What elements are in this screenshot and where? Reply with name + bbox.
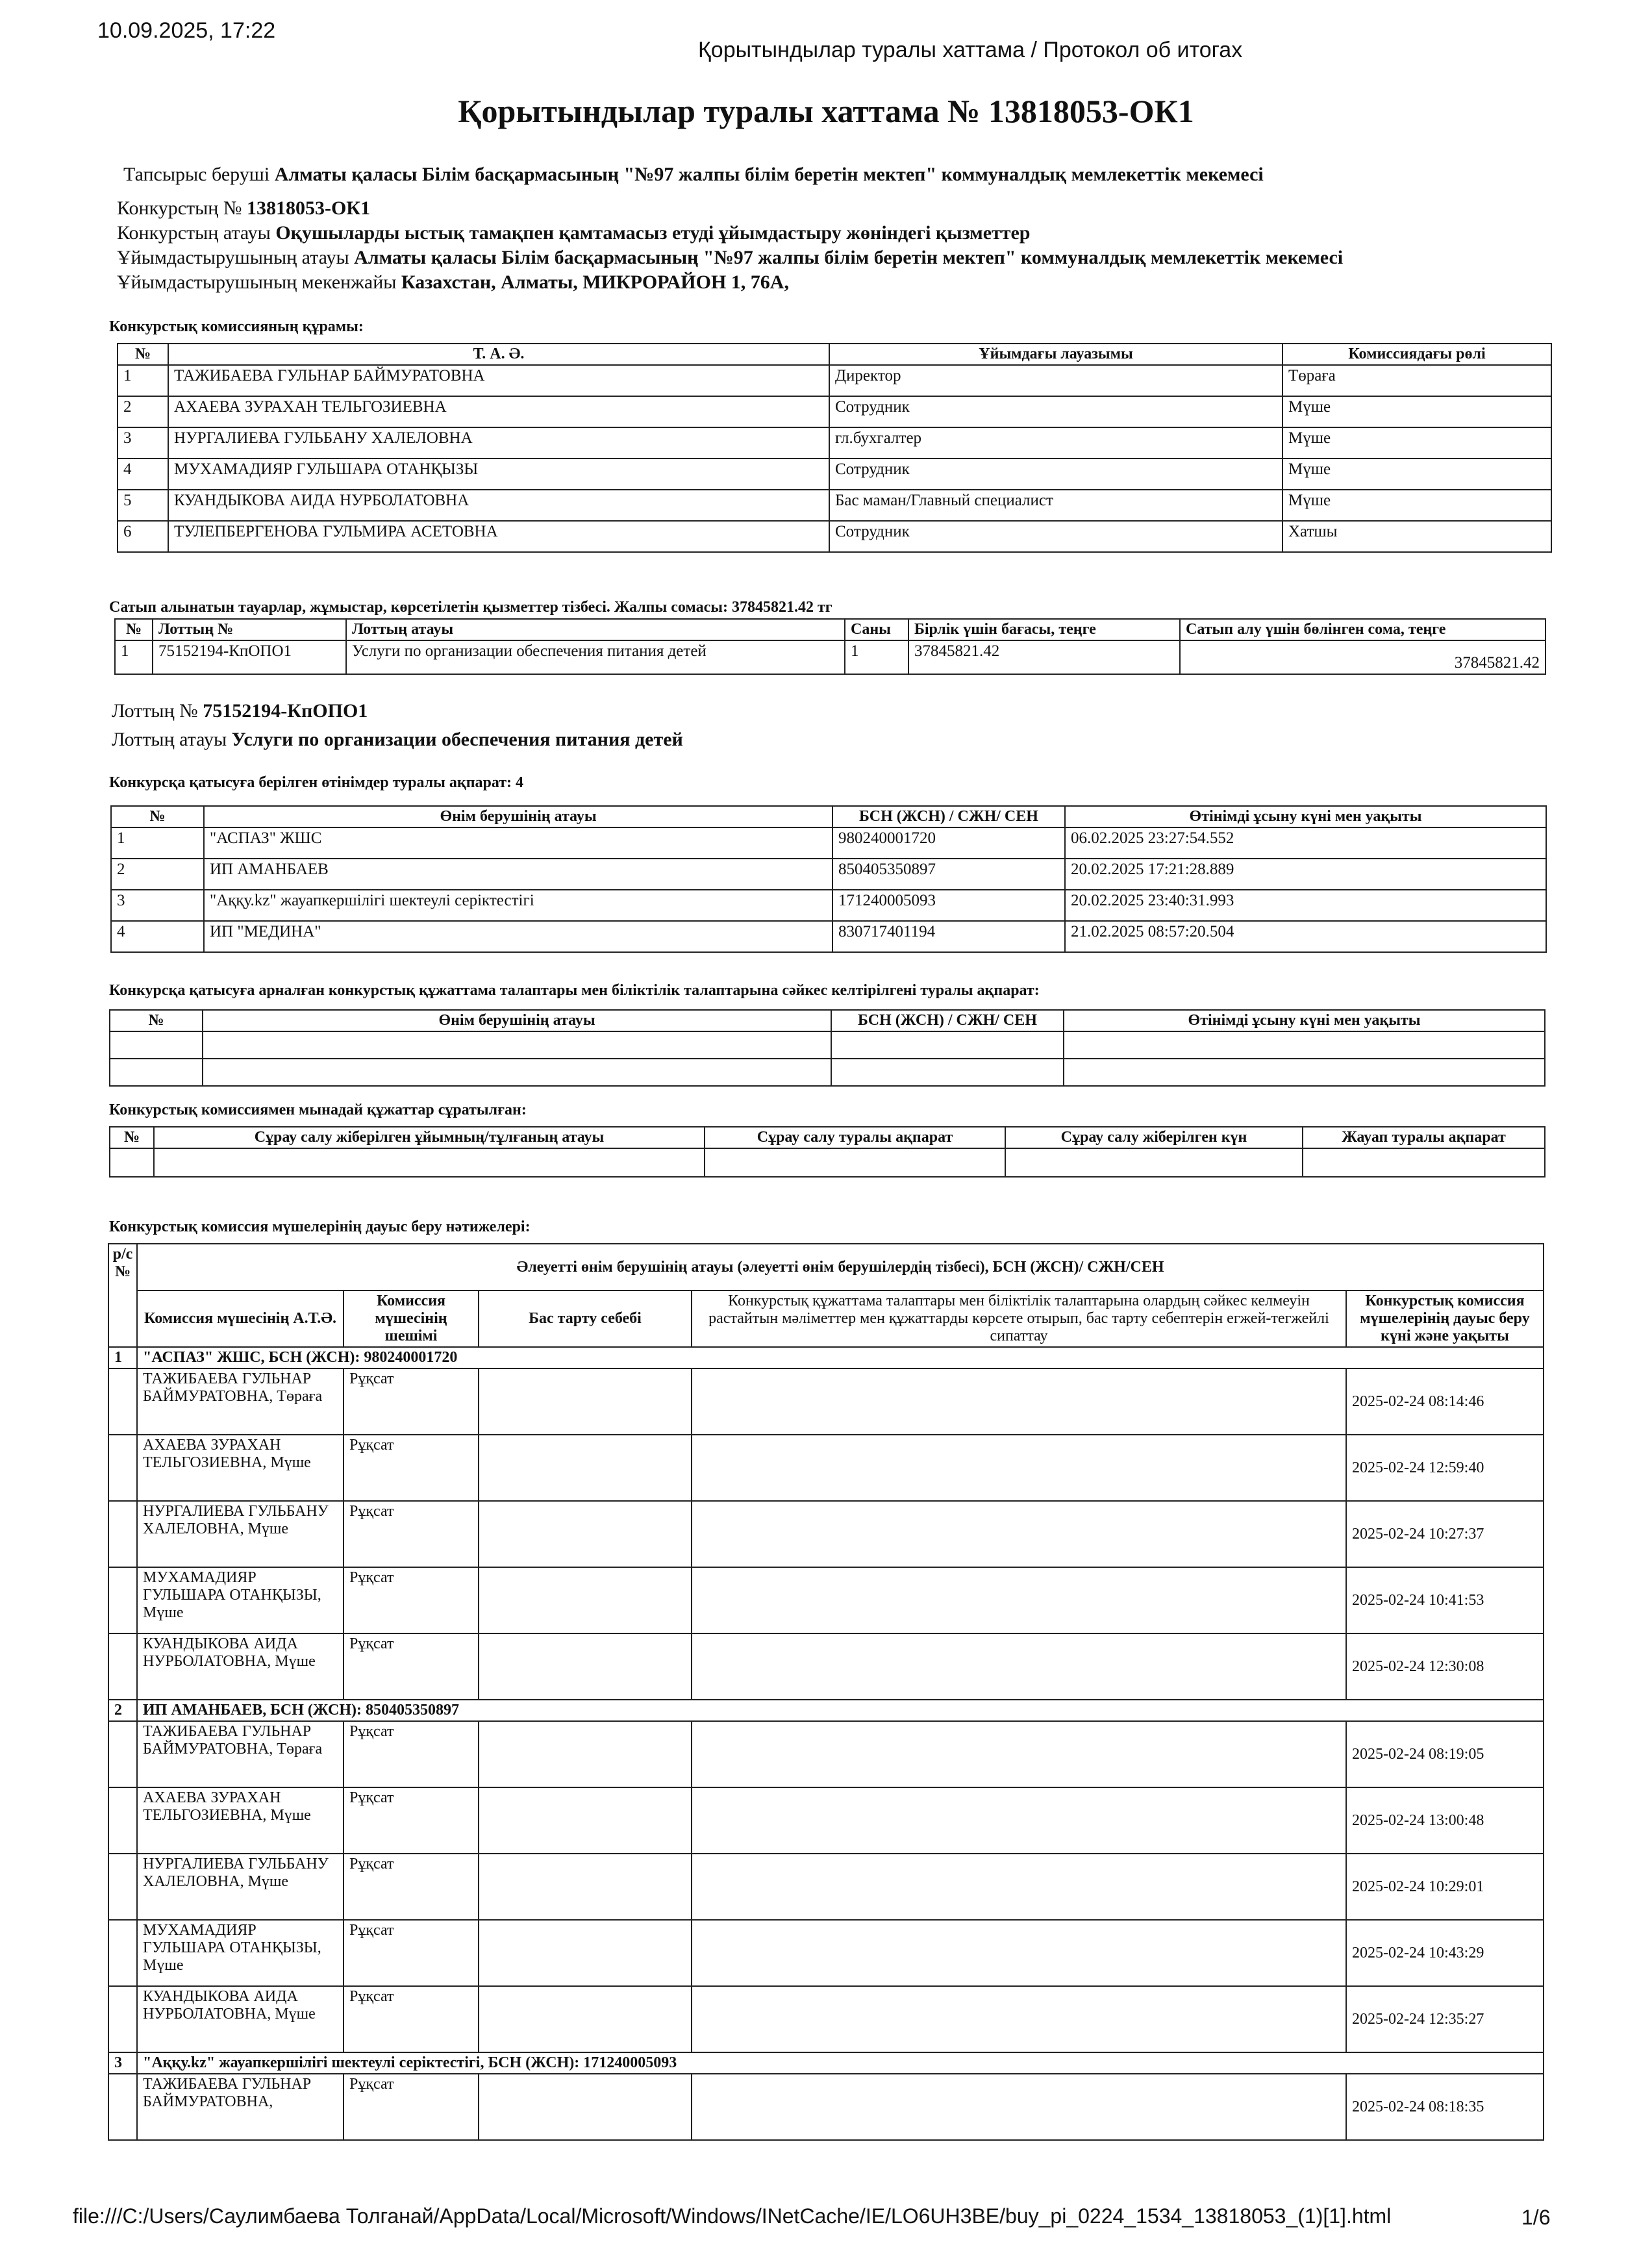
member-position: Сотрудник	[829, 396, 1283, 427]
member-name: МУХАМАДИЯР ГУЛЬШАРА ОТАНҚЫЗЫ	[168, 459, 829, 490]
lot-no-line	[112, 700, 368, 722]
rc-spacer	[108, 1721, 137, 1787]
vote-reason	[479, 1854, 692, 1920]
application-no: 1	[111, 827, 204, 859]
address-line	[117, 271, 789, 294]
app-col-bin: БСН (ЖСН) / СЖН/ СЕН	[832, 806, 1065, 827]
req-col-org: Сұрау салу жіберілген ұйымның/тұлғаның атауы	[154, 1127, 705, 1148]
vote-date: 2025-02-24 08:18:35	[1346, 2074, 1544, 2140]
supplier-name: ИП "МЕДИНА"	[204, 921, 832, 952]
vote-details	[692, 1435, 1346, 1501]
lot-name-line	[112, 729, 683, 751]
contest-name-line	[117, 222, 1030, 244]
col-role: Комиссиядағы рөлі	[1283, 344, 1551, 365]
vote-date: 2025-02-24 12:30:08	[1346, 1633, 1544, 1700]
goods-col-qty: Саны	[845, 619, 908, 640]
commission-title: Конкурстық комиссияның құрамы:	[109, 318, 364, 335]
vote-member: АХАЕВА ЗУРАХАН ТЕЛЬГОЗИЕВНА, Мүше	[137, 1435, 344, 1501]
supplier-group-row	[108, 2052, 1544, 2074]
vote-details	[692, 2074, 1346, 2140]
col-no: №	[118, 344, 168, 365]
member-name: НУРГАЛИЕВА ГУЛЬБАНУ ХАЛЕЛОВНА	[168, 427, 829, 459]
vote-row	[108, 1501, 1544, 1567]
vote-details	[692, 1920, 1346, 1986]
applications-rows	[111, 827, 1546, 952]
customer-label: Тапсырыс беруші	[123, 164, 270, 185]
goods-qty: 1	[845, 640, 908, 674]
req-col-answer: Жауап туралы ақпарат	[1303, 1127, 1545, 1148]
goods-col-lot: Лоттың №	[153, 619, 346, 640]
rc-spacer	[108, 1920, 137, 1986]
vote-reason	[479, 1787, 692, 1854]
vote-row	[108, 1435, 1544, 1501]
application-no: 4	[111, 921, 204, 952]
requests-title: Конкурстық комиссиямен мынадай құжаттар сұратылған:	[109, 1102, 527, 1118]
vote-member: КУАНДЫКОВА АИДА НУРБОЛАТОВНА, Мүше	[137, 1986, 344, 2052]
application-no: 2	[111, 859, 204, 890]
member-position: Сотрудник	[829, 521, 1283, 552]
goods-col-no: №	[115, 619, 153, 640]
vote-date: 2025-02-24 10:43:29	[1346, 1920, 1544, 1986]
vote-member: ТАЖИБАЕВА ГУЛЬНАР БАЙМУРАТОВНА, Төраға	[137, 1368, 344, 1435]
address-label: Ұйымдастырушының мекенжайы	[117, 271, 397, 293]
goods-name: Услуги по организации обеспечения питания детей	[346, 640, 845, 674]
voting-col-member: Комиссия мүшесінің А.Т.Ә.	[137, 1291, 344, 1347]
goods-price: 37845821.42	[908, 640, 1180, 674]
organizer-value: Алматы қаласы Білім басқармасының "№97 жалпы білім беретін мектеп" коммуналдық мемлекеттік мекемесі	[354, 247, 1344, 268]
vote-date: 2025-02-24 10:29:01	[1346, 1854, 1544, 1920]
supplier-name: ИП АМАНБАЕВ	[204, 859, 832, 890]
vote-reason	[479, 1501, 692, 1567]
rc-spacer	[108, 1501, 137, 1567]
goods-col-sum: Сатып алу үшін бөлінген сома, теңге	[1180, 619, 1546, 640]
contest-name-value: Оқушыларды ыстық тамақпен қамтамасыз етуді ұйымдастыру жөніндегі қызметтер	[275, 222, 1031, 244]
member-name: КУАНДЫКОВА АИДА НУРБОЛАТОВНА	[168, 490, 829, 521]
rc-spacer	[108, 2074, 137, 2140]
member-name: АХАЕВА ЗУРАХАН ТЕЛЬГОЗИЕВНА	[168, 396, 829, 427]
col-name: Т. А. Ә.	[168, 344, 829, 365]
app-col-date: Өтінімді ұсыну күні мен уақыты	[1065, 806, 1546, 827]
vote-member: АХАЕВА ЗУРАХАН ТЕЛЬГОЗИЕВНА, Мүше	[137, 1787, 344, 1854]
lot-no-label: Лоттың №	[112, 700, 198, 722]
vote-date: 2025-02-24 10:27:37	[1346, 1501, 1544, 1567]
file-path: file:///C:/Users/Саулимбаева Толганай/AppData/Local/Microsoft/Windows/INetCache/IE/LO6UH3BE/buy_pi_0224_1534_13818053_(1)[1].html	[73, 2204, 1392, 2228]
commission-rows	[118, 365, 1551, 552]
app-col-no: №	[111, 806, 204, 827]
vote-details	[692, 1721, 1346, 1787]
vote-reason	[479, 1435, 692, 1501]
vote-member: КУАНДЫКОВА АИДА НУРБОЛАТОВНА, Мүше	[137, 1633, 344, 1700]
vote-decision: Рұқсат	[344, 1920, 479, 1986]
customer-line	[123, 164, 1264, 186]
member-position: Бас маман/Главный специалист	[829, 490, 1283, 521]
member-role: Мүше	[1283, 427, 1551, 459]
vote-reason	[479, 1567, 692, 1633]
goods-no: 1	[115, 640, 153, 674]
table-row	[118, 396, 1551, 427]
table-row	[111, 827, 1546, 859]
supplier-group-row	[108, 1347, 1544, 1368]
rc-spacer	[108, 1854, 137, 1920]
vote-row	[108, 1854, 1544, 1920]
contest-name-label: Конкурстың атауы	[117, 222, 271, 244]
group-title: "Аққу.kz" жауапкершілігі шектеулі серіктестігі, БСН (ЖСН): 171240005093	[137, 2052, 1544, 2074]
rc-spacer	[108, 1986, 137, 2052]
table-row	[111, 859, 1546, 890]
voting-rows	[108, 1347, 1544, 2140]
applications-title: Конкурсқа қатысуға берілген өтінімдер туралы ақпарат: 4	[109, 774, 524, 791]
comp-col-bin: БСН (ЖСН) / СЖН/ СЕН	[831, 1010, 1064, 1031]
customer-value: Алматы қаласы Білім басқармасының "№97 жалпы білім беретін мектеп" коммуналдық мемлекеттік мекемесі	[274, 164, 1264, 185]
table-row	[118, 490, 1551, 521]
voting-col-decision: Комиссия мүшесінің шешімі	[344, 1291, 479, 1347]
table-row	[110, 1059, 1545, 1086]
supplier-name: "Аққу.kz" жауапкершілігі шектеулі серіктестігі	[204, 890, 832, 921]
rc-spacer	[108, 1368, 137, 1435]
vote-details	[692, 1368, 1346, 1435]
goods-sum: 37845821.42	[1180, 640, 1546, 674]
vote-details	[692, 1567, 1346, 1633]
member-role: Төраға	[1283, 365, 1551, 396]
vote-decision: Рұқсат	[344, 1567, 479, 1633]
supplier-name: "АСПАЗ" ЖШС	[204, 827, 832, 859]
compliance-title: Конкурсқа қатысуға арналған конкурстық құжаттама талаптары мен біліктілік талаптарына сәйкес келтірілгені туралы ақпарат:	[109, 982, 1040, 999]
vote-decision: Рұқсат	[344, 1787, 479, 1854]
voting-col-details: Конкурстық құжаттама талаптары мен біліктілік талаптарына олардың сәйкес келмеуін растайтын мәліметтер мен құжаттарды көрсете отырып, бас тарту себептерін егжей-тегжейлі сипаттау	[692, 1291, 1346, 1347]
goods-table	[114, 618, 1546, 675]
table-row	[118, 427, 1551, 459]
member-no: 3	[118, 427, 168, 459]
vote-date: 2025-02-24 13:00:48	[1346, 1787, 1544, 1854]
vote-reason	[479, 1633, 692, 1700]
vote-row	[108, 1567, 1544, 1633]
contest-no-value: 13818053-ОК1	[246, 197, 371, 219]
req-col-no: №	[110, 1127, 154, 1148]
goods-title: Сатып алынатын тауарлар, жұмыстар, көрсетілетін қызметтер тізбесі. Жалпы сомасы: 37845821.42 тг	[109, 599, 832, 616]
col-position: Ұйымдағы лауазымы	[829, 344, 1283, 365]
goods-col-name: Лоттың атауы	[346, 619, 845, 640]
vote-decision: Рұқсат	[344, 1435, 479, 1501]
vote-row	[108, 2074, 1544, 2140]
lot-name-value: Услуги по организации обеспечения питания детей	[231, 729, 683, 750]
member-role: Мүше	[1283, 396, 1551, 427]
vote-details	[692, 1633, 1346, 1700]
vote-details	[692, 1854, 1346, 1920]
page-number: 1/6	[1521, 2206, 1551, 2229]
group-title: ИП АМАНБАЕВ, БСН (ЖСН): 850405350897	[137, 1700, 1544, 1721]
member-name: ТАЖИБАЕВА ГУЛЬНАР БАЙМУРАТОВНА	[168, 365, 829, 396]
applications-table	[110, 805, 1547, 953]
supplier-bin: 830717401194	[832, 921, 1065, 952]
voting-title: Конкурстық комиссия мүшелерінің дауыс беру нәтижелері:	[109, 1218, 531, 1235]
vote-date: 2025-02-24 08:14:46	[1346, 1368, 1544, 1435]
member-no: 5	[118, 490, 168, 521]
organizer-label: Ұйымдастырушының атауы	[117, 247, 349, 268]
table-row	[118, 365, 1551, 396]
contest-no-label: Конкурстың №	[117, 197, 242, 219]
voting-table	[108, 1243, 1544, 2141]
compliance-table	[109, 1009, 1546, 1087]
lot-no-value: 75152194-КпОПО1	[203, 700, 368, 722]
group-no: 3	[108, 2052, 137, 2074]
member-no: 6	[118, 521, 168, 552]
vote-details	[692, 1986, 1346, 2052]
vote-member: МУХАМАДИЯР ГУЛЬШАРА ОТАНҚЫЗЫ, Мүше	[137, 1920, 344, 1986]
table-row	[115, 640, 1546, 674]
vote-date: 2025-02-24 12:35:27	[1346, 1986, 1544, 2052]
table-row	[118, 521, 1551, 552]
vote-decision: Рұқсат	[344, 1368, 479, 1435]
vote-decision: Рұқсат	[344, 1633, 479, 1700]
table-row	[110, 1031, 1545, 1059]
group-no: 2	[108, 1700, 137, 1721]
comp-col-date: Өтінімді ұсыну күні мен уақыты	[1064, 1010, 1545, 1031]
contest-no-line	[117, 197, 370, 220]
req-col-date: Сұрау салу жіберілген күн	[1005, 1127, 1303, 1148]
print-datetime: 10.09.2025, 17:22	[97, 18, 276, 43]
member-no: 4	[118, 459, 168, 490]
vote-member: НУРГАЛИЕВА ГУЛЬБАНУ ХАЛЕЛОВНА, Мүше	[137, 1501, 344, 1567]
vote-row	[108, 1920, 1544, 1986]
group-title: "АСПАЗ" ЖШС, БСН (ЖСН): 980240001720	[137, 1347, 1544, 1368]
rc-spacer	[108, 1567, 137, 1633]
vote-decision: Рұқсат	[344, 1986, 479, 2052]
vote-date: 2025-02-24 08:19:05	[1346, 1721, 1544, 1787]
vote-decision: Рұқсат	[344, 2074, 479, 2140]
vote-details	[692, 1501, 1346, 1567]
lot-name-label: Лоттың атауы	[112, 729, 227, 750]
print-header-title: Қорытындылар туралы хаттама / Протокол об итогах	[698, 38, 1243, 62]
vote-decision: Рұқсат	[344, 1501, 479, 1567]
vote-reason	[479, 1986, 692, 2052]
voting-col-rc: р/с №	[108, 1244, 137, 1347]
member-role: Хатшы	[1283, 521, 1551, 552]
member-position: Директор	[829, 365, 1283, 396]
vote-row	[108, 1721, 1544, 1787]
vote-reason	[479, 1920, 692, 1986]
vote-reason	[479, 1721, 692, 1787]
supplier-bin: 980240001720	[832, 827, 1065, 859]
application-no: 3	[111, 890, 204, 921]
vote-details	[692, 1787, 1346, 1854]
vote-date: 2025-02-24 12:59:40	[1346, 1435, 1544, 1501]
supplier-bin: 171240005093	[832, 890, 1065, 921]
req-col-info: Сұрау салу туралы ақпарат	[705, 1127, 1005, 1148]
supplier-bin: 850405350897	[832, 859, 1065, 890]
commission-table	[117, 343, 1552, 553]
comp-col-no: №	[110, 1010, 203, 1031]
vote-decision: Рұқсат	[344, 1854, 479, 1920]
application-date: 06.02.2025 23:27:54.552	[1065, 827, 1546, 859]
application-date: 20.02.2025 17:21:28.889	[1065, 859, 1546, 890]
vote-member: НУРГАЛИЕВА ГУЛЬБАНУ ХАЛЕЛОВНА, Мүше	[137, 1854, 344, 1920]
address-value: Казахстан, Алматы, МИКРОРАЙОН 1, 76А,	[401, 271, 789, 293]
vote-row	[108, 1986, 1544, 2052]
vote-row	[108, 1633, 1544, 1700]
supplier-group-row	[108, 1700, 1544, 1721]
member-no: 2	[118, 396, 168, 427]
rc-spacer	[108, 1435, 137, 1501]
application-date: 21.02.2025 08:57:20.504	[1065, 921, 1546, 952]
requests-table	[109, 1126, 1546, 1178]
member-position: Сотрудник	[829, 459, 1283, 490]
group-no: 1	[108, 1347, 137, 1368]
app-col-name: Өнім берушінің атауы	[204, 806, 832, 827]
rc-spacer	[108, 1787, 137, 1854]
member-position: гл.бухгалтер	[829, 427, 1283, 459]
vote-member: ТАЖИБАЕВА ГУЛЬНАР БАЙМУРАТОВНА, Төраға	[137, 1721, 344, 1787]
vote-member: МУХАМАДИЯР ГУЛЬШАРА ОТАНҚЫЗЫ, Мүше	[137, 1567, 344, 1633]
voting-col-date: Конкурстық комиссия мүшелерінің дауыс беру күні және уақыты	[1346, 1291, 1544, 1347]
member-name: ТУЛЕПБЕРГЕНОВА ГУЛЬМИРА АСЕТОВНА	[168, 521, 829, 552]
vote-date: 2025-02-24 10:41:53	[1346, 1567, 1544, 1633]
rc-spacer	[108, 1633, 137, 1700]
voting-top-header: Әлеуетті өнім берушінің атауы (әлеуетті өнім берушілердің тізбесі), БСН (ЖСН)/ СЖН/СЕН	[137, 1244, 1544, 1291]
vote-decision: Рұқсат	[344, 1721, 479, 1787]
vote-reason	[479, 1368, 692, 1435]
vote-member: ТАЖИБАЕВА ГУЛЬНАР БАЙМУРАТОВНА,	[137, 2074, 344, 2140]
application-date: 20.02.2025 23:40:31.993	[1065, 890, 1546, 921]
table-row	[110, 1148, 1545, 1177]
goods-lot: 75152194-КпОПО1	[153, 640, 346, 674]
table-row	[118, 459, 1551, 490]
vote-reason	[479, 2074, 692, 2140]
member-role: Мүше	[1283, 490, 1551, 521]
member-no: 1	[118, 365, 168, 396]
member-role: Мүше	[1283, 459, 1551, 490]
document-title: Қорытындылар туралы хаттама № 13818053-ОК1	[458, 93, 1194, 129]
table-row	[111, 921, 1546, 952]
vote-row	[108, 1787, 1544, 1854]
comp-col-name: Өнім берушінің атауы	[203, 1010, 831, 1031]
table-row	[111, 890, 1546, 921]
organizer-line	[117, 247, 1343, 269]
voting-col-reason: Бас тарту себебі	[479, 1291, 692, 1347]
vote-row	[108, 1368, 1544, 1435]
goods-col-price: Бірлік үшін бағасы, теңге	[908, 619, 1180, 640]
